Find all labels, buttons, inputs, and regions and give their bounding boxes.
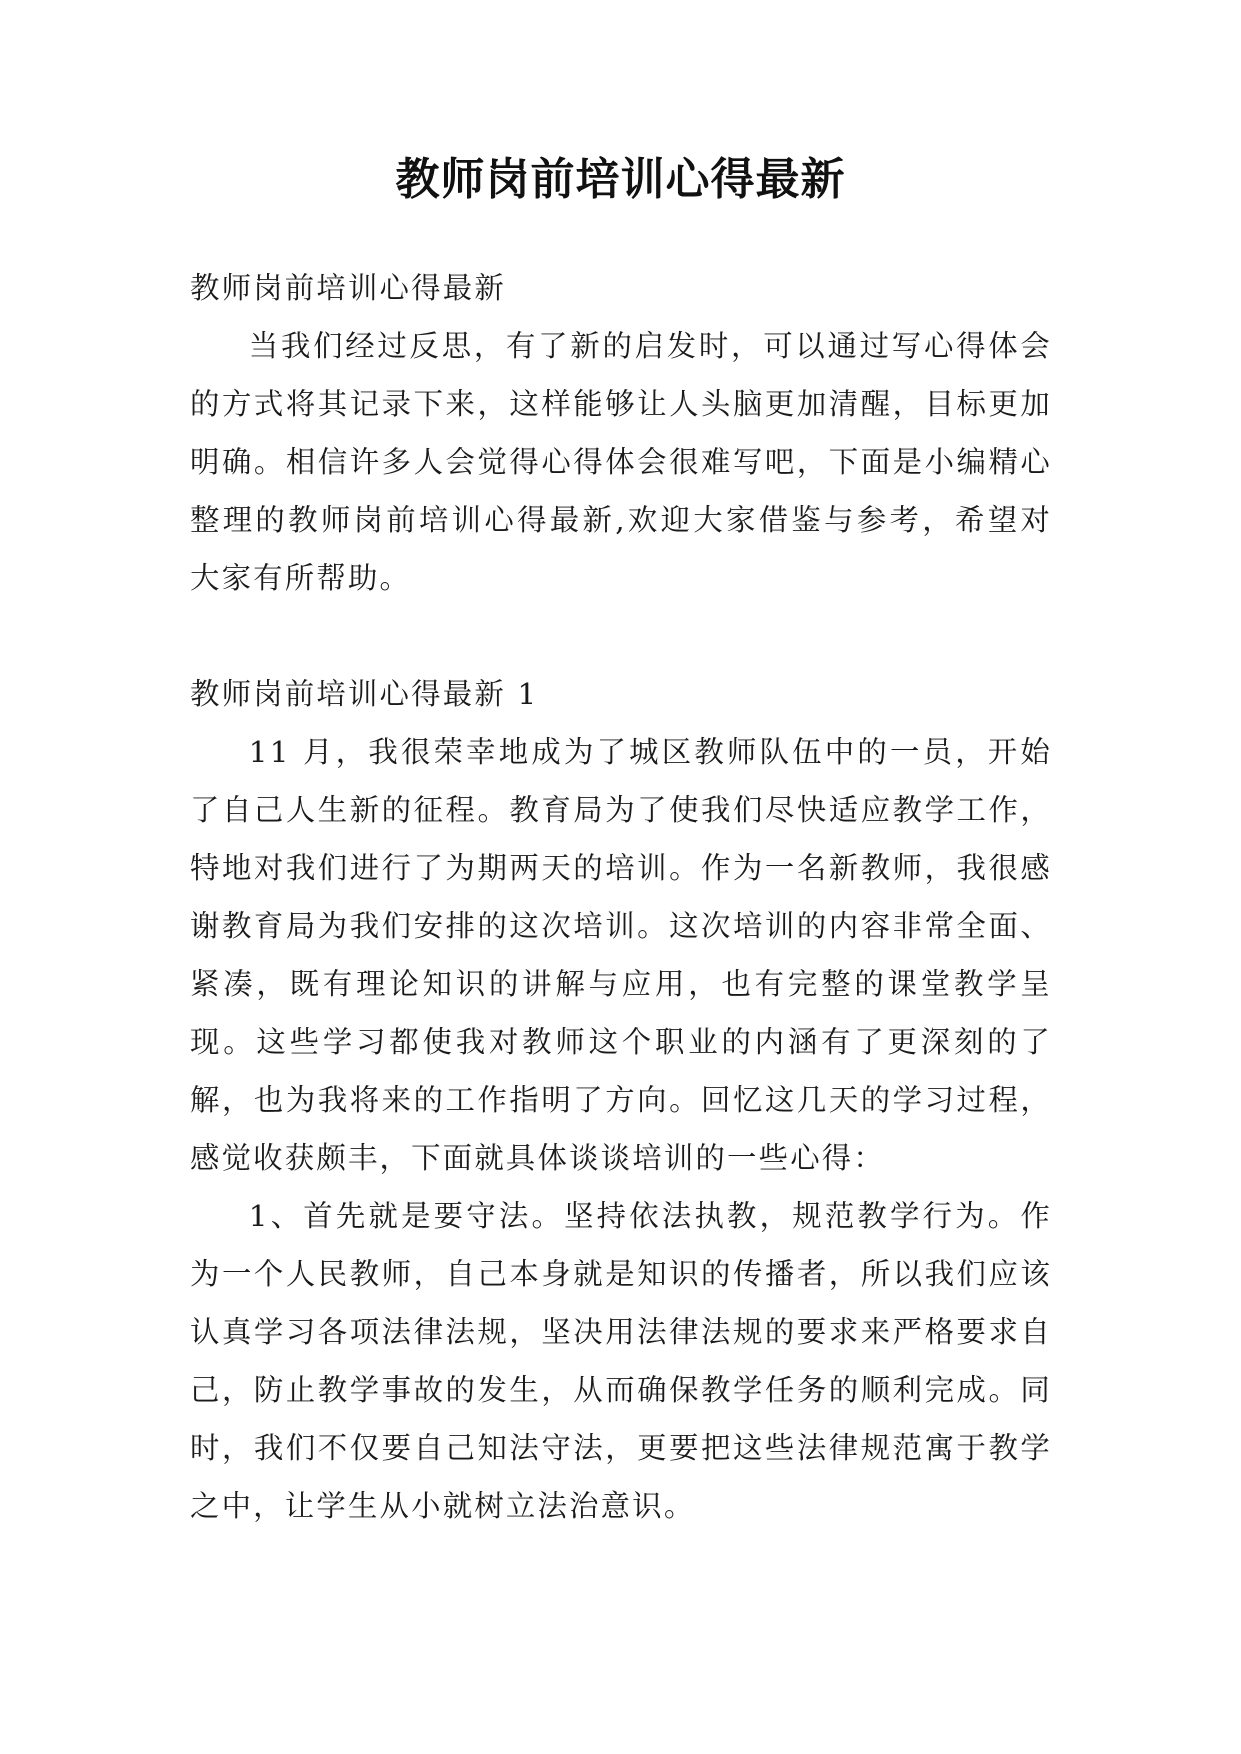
paragraph-1: 11 月，我很荣幸地成为了城区教师队伍中的一员，开始了自己人生新的征程。教育局为了使我们尽快适应教学工作，特地对我们进行了为期两天的培训。作为一名新教师，我很感谢教育局为我们安排的这次培训。这次培训的内容非常全面、紧凑，既有理论知识的讲解与应用，也有完整的课堂教学呈现。这些学习都使我对教师这个职业的内涵有了更深刻的了解，也为我将来的工作指明了方向。回忆这几天的学习过程，感觉收获颇丰，下面就具体谈谈培训的一些心得：: [190, 735, 1052, 1175]
intro-paragraph: 当我们经过反思，有了新的启发时，可以通过写心得体会的方式将其记录下来，这样能够让人头脑更加清醒，目标更加明确。相信许多人会觉得心得体会很难写吧，下面是小编精心整理的教师岗前培训心得最新,欢迎大家借鉴与参考，希望对大家有所帮助。: [190, 329, 1052, 595]
document-body: [190, 259, 1052, 1535]
section-heading-intro: 教师岗前培训心得最新: [190, 271, 506, 305]
document-title: 教师岗前培训心得最新: [395, 154, 846, 205]
paragraph-2: 1、首先就是要守法。坚持依法执教，规范教学行为。作为一个人民教师，自己本身就是知识的传播者，所以我们应该认真学习各项法律法规，坚决用法律法规的要求来严格要求自己，防止教学事故的发生，从而确保教学任务的顺利完成。同时，我们不仅要自己知法守法，更要把这些法律规范寓于教学之中，让学生从小就树立法治意识。: [190, 1199, 1052, 1523]
section-spacer: [190, 607, 1052, 665]
section-heading-1: 教师岗前培训心得最新 1: [190, 677, 539, 711]
